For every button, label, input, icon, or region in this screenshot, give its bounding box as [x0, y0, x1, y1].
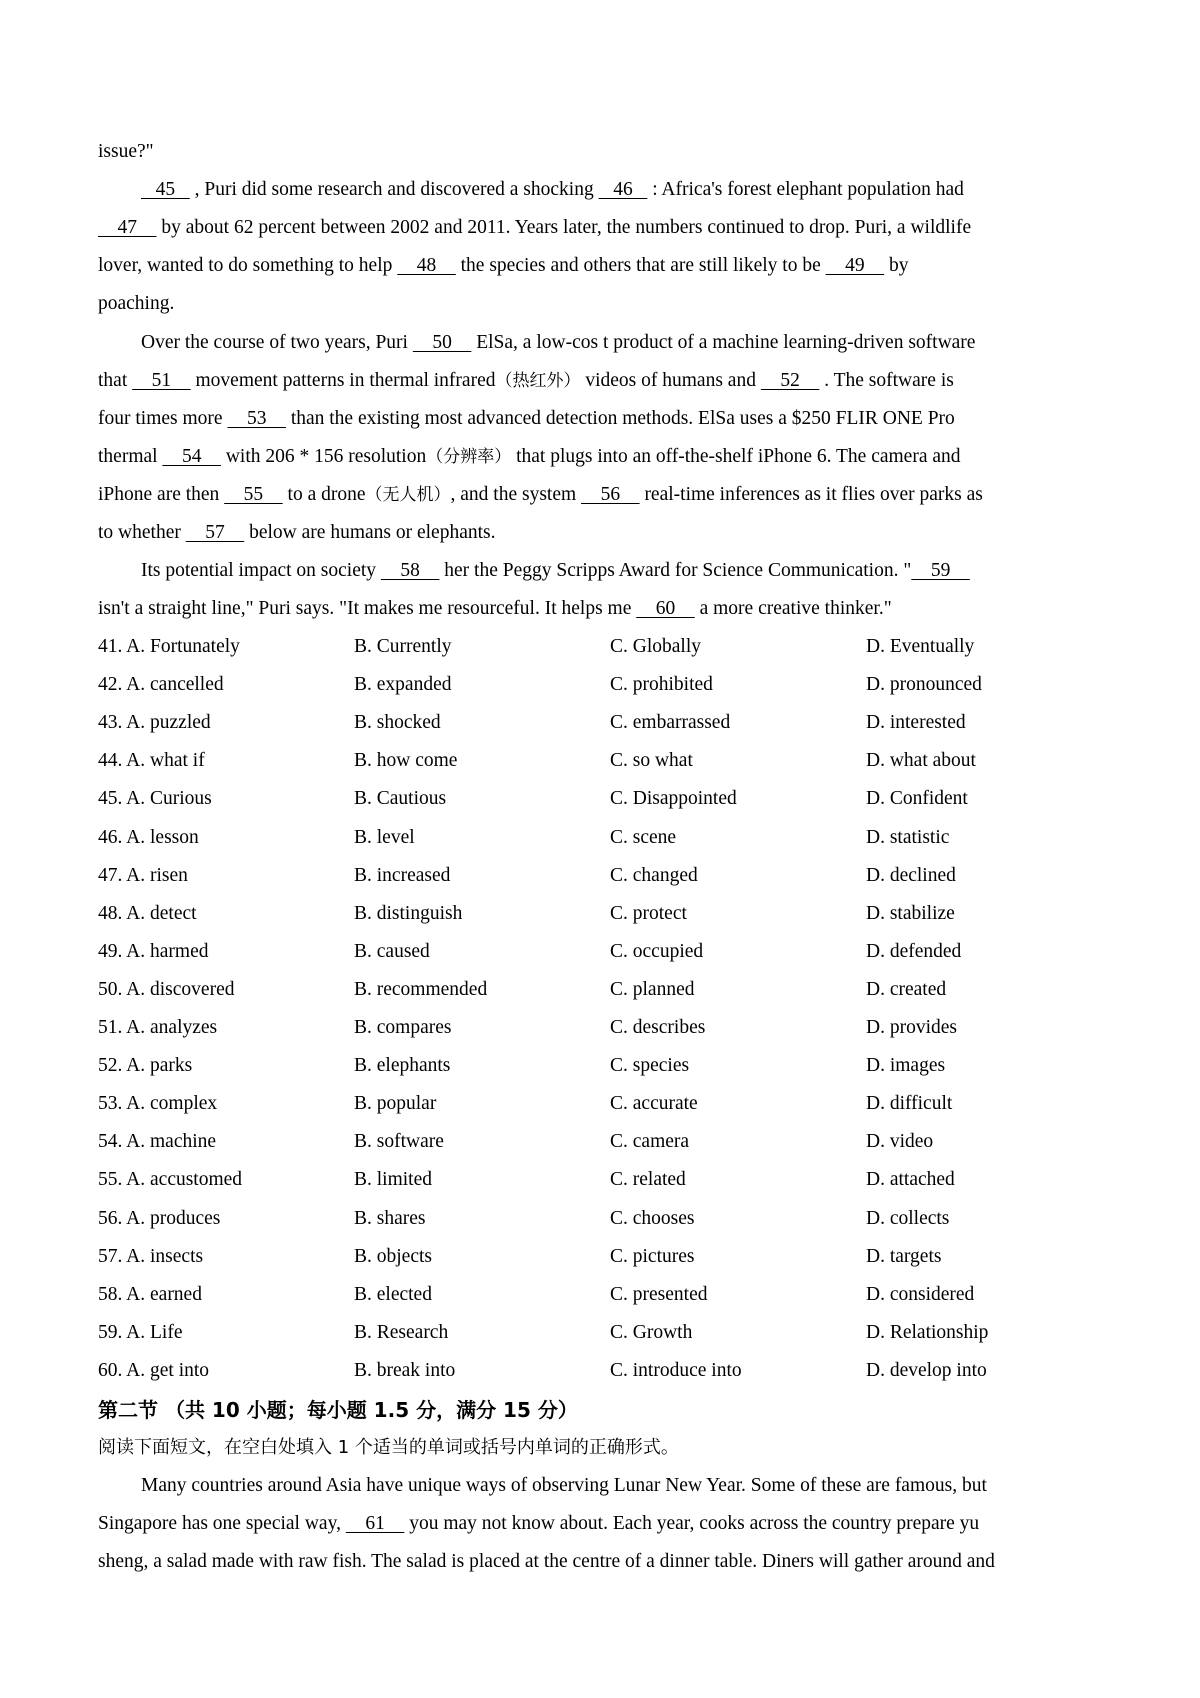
- answer-blank: 60: [636, 598, 695, 620]
- option-a: 56. A. produces: [98, 1207, 221, 1229]
- option-a: 48. A. detect: [98, 902, 197, 924]
- question-options-row: [98, 673, 1108, 697]
- option-c: C. planned: [610, 978, 695, 1000]
- answer-blank: 46: [598, 179, 648, 201]
- text-run: that plugs into an off-the-shelf iPhone 6. The camera and: [511, 445, 961, 467]
- question-options-row: [98, 1245, 1108, 1269]
- text-run: issue?": [98, 141, 154, 162]
- question-options-row: [98, 1207, 1108, 1231]
- passage-line: [98, 292, 174, 316]
- option-b: B. elected: [354, 1283, 432, 1305]
- option-d: D. defended: [866, 940, 962, 962]
- option-c: C. Growth: [610, 1321, 693, 1343]
- question-options-row: [98, 864, 1108, 888]
- option-c: C. scene: [610, 826, 677, 848]
- text-run: movement patterns in thermal infrared: [190, 369, 496, 391]
- option-a: 51. A. analyzes: [98, 1017, 218, 1038]
- text-run: videos of humans and: [580, 369, 761, 391]
- option-a: 54. A. machine: [98, 1131, 217, 1153]
- option-b: B. recommended: [354, 978, 488, 1000]
- option-d: D. attached: [866, 1169, 955, 1191]
- text-run: Many countries around Asia have unique ways of observing Lunar New Year. Some of these are famous, but: [141, 1475, 987, 1496]
- option-c: C. Disappointed: [610, 788, 737, 810]
- section-instruction: 阅读下面短文，在空白处填入 1 个适当的单词或括号内单词的正确形式。: [98, 1437, 679, 1458]
- option-a: 47. A. risen: [98, 864, 188, 886]
- option-a: 42. A. cancelled: [98, 674, 224, 696]
- text-run: a more creative thinker.": [694, 598, 892, 620]
- option-b: B. break into: [354, 1359, 456, 1381]
- passage-line: [98, 140, 154, 164]
- text-run: sheng, a salad made with raw fish. The salad is placed at the centre of a dinner table. Diners will gather around and: [98, 1551, 995, 1573]
- option-c: C. so what: [610, 750, 693, 772]
- option-b: B. increased: [354, 864, 451, 886]
- answer-blank: 61: [345, 1513, 405, 1535]
- question-options-row: [98, 1016, 1108, 1040]
- option-d: D. images: [866, 1055, 946, 1077]
- option-b: B. compares: [354, 1017, 452, 1038]
- passage-line: [98, 521, 496, 545]
- option-b: B. Research: [354, 1321, 449, 1343]
- passage-line: [98, 1512, 979, 1536]
- option-d: D. statistic: [866, 826, 950, 848]
- text-run: thermal: [98, 445, 163, 467]
- answer-blank: 58: [380, 560, 440, 582]
- text-run: by about 62 percent between 2002 and 2011. Years later, the numbers continued to drop. Puri, a wildlife: [156, 217, 972, 239]
- passage-line: [98, 369, 954, 393]
- option-a: 41. A. Fortunately: [98, 636, 240, 657]
- option-c: C. protect: [610, 902, 687, 924]
- option-a: 55. A. accustomed: [98, 1169, 243, 1191]
- option-d: D. difficult: [866, 1093, 953, 1115]
- option-b: B. objects: [354, 1245, 432, 1267]
- option-d: D. provides: [866, 1017, 957, 1038]
- option-c: C. prohibited: [610, 674, 713, 696]
- option-b: B. limited: [354, 1169, 432, 1191]
- option-c: C. describes: [610, 1017, 706, 1038]
- answer-blank: 51: [132, 369, 191, 391]
- option-d: D. Confident: [866, 788, 968, 810]
- question-options-row: [98, 711, 1108, 735]
- option-b: B. software: [354, 1131, 444, 1153]
- option-d: D. declined: [866, 864, 956, 886]
- passage-line: [98, 483, 983, 507]
- option-b: B. elephants: [354, 1055, 451, 1077]
- text-run: iPhone are then: [98, 483, 225, 505]
- option-b: B. level: [354, 826, 415, 848]
- text-run: , and the system: [450, 483, 582, 505]
- option-a: 53. A. complex: [98, 1093, 218, 1115]
- option-c: C. pictures: [610, 1245, 695, 1267]
- passage-line: [98, 254, 909, 278]
- option-b: B. Cautious: [354, 788, 447, 810]
- question-options-row: [98, 787, 1108, 811]
- option-d: D. Eventually: [866, 636, 975, 657]
- answer-blank: 50: [412, 331, 472, 353]
- option-c: C. introduce into: [610, 1359, 742, 1381]
- option-b: B. distinguish: [354, 902, 463, 924]
- option-b: B. caused: [354, 940, 430, 962]
- text-run: ElSa, a low-cos t product of a machine learning-driven software: [471, 331, 976, 353]
- option-c: C. presented: [610, 1283, 708, 1305]
- question-options-row: [98, 635, 1108, 659]
- option-c: C. embarrassed: [610, 712, 731, 734]
- option-a: 60. A. get into: [98, 1359, 210, 1381]
- option-c: C. related: [610, 1169, 686, 1191]
- chinese-gloss: （无人机）: [365, 484, 451, 505]
- question-options-row: [98, 978, 1108, 1002]
- question-options-row: [98, 826, 1108, 850]
- answer-blank: 56: [581, 483, 640, 505]
- option-c: C. Globally: [610, 636, 701, 657]
- passage-line: [98, 216, 971, 240]
- option-c: C. occupied: [610, 940, 704, 962]
- text-run: . The software is: [819, 369, 954, 391]
- text-run: poaching.: [98, 293, 175, 315]
- option-d: D. video: [866, 1131, 934, 1153]
- option-c: C. chooses: [610, 1207, 695, 1229]
- chinese-gloss: （分辨率）: [426, 446, 512, 467]
- option-d: D. collects: [866, 1207, 950, 1229]
- section-title: 第二节 （共 10 小题；每小题 1.5 分，满分 15 分）: [98, 1398, 578, 1422]
- option-c: C. accurate: [610, 1093, 698, 1115]
- option-b: B. shocked: [354, 712, 441, 734]
- text-run: real-time inferences as it flies over parks as: [639, 483, 983, 505]
- option-b: B. expanded: [354, 674, 452, 696]
- passage-line: [141, 331, 975, 355]
- option-a: 58. A. earned: [98, 1283, 202, 1305]
- answer-blank: 49: [825, 255, 885, 277]
- option-b: B. Currently: [354, 636, 452, 657]
- text-run: with 206 * 156 resolution: [220, 445, 427, 467]
- option-c: C. camera: [610, 1131, 690, 1153]
- option-d: D. what about: [866, 750, 976, 772]
- question-options-row: [98, 1130, 1108, 1154]
- option-a: 52. A. parks: [98, 1055, 193, 1077]
- option-a: 44. A. what if: [98, 750, 205, 772]
- answer-blank: 48: [397, 255, 456, 277]
- option-d: D. interested: [866, 712, 966, 734]
- passage-line: [98, 1550, 995, 1574]
- question-options-row: [98, 940, 1108, 964]
- text-run: isn't a straight line," Puri says. "It makes me resourceful. It helps me: [98, 598, 637, 620]
- option-a: 43. A. puzzled: [98, 712, 211, 734]
- option-d: D. targets: [866, 1245, 942, 1267]
- text-run: you may not know about. Each year, cooks across the country prepare yu: [404, 1513, 980, 1535]
- passage-line: [141, 1474, 987, 1498]
- text-run: : Africa's forest elephant population had: [647, 179, 964, 201]
- answer-blank: 45: [141, 179, 190, 201]
- answer-blank: 54: [162, 445, 221, 467]
- option-b: B. shares: [354, 1207, 426, 1229]
- option-b: B. how come: [354, 750, 458, 772]
- text-run: the species and others that are still likely to be: [455, 255, 826, 277]
- option-a: 49. A. harmed: [98, 940, 209, 962]
- text-run: Its potential impact on society: [141, 560, 381, 582]
- answer-blank: 53: [227, 407, 286, 429]
- text-run: below are humans or elephants.: [244, 522, 496, 543]
- text-run: four times more: [98, 407, 228, 429]
- passage-line: [141, 178, 964, 202]
- text-run: to whether: [98, 522, 186, 543]
- text-run: Singapore has one special way,: [98, 1513, 346, 1535]
- option-a: 59. A. Life: [98, 1321, 183, 1343]
- answer-blank: 52: [760, 369, 820, 391]
- option-a: 50. A. discovered: [98, 978, 235, 1000]
- option-d: D. considered: [866, 1283, 975, 1305]
- option-d: D. stabilize: [866, 902, 955, 924]
- passage-line: [98, 445, 961, 469]
- option-c: C. species: [610, 1055, 690, 1077]
- option-a: 45. A. Curious: [98, 788, 212, 810]
- option-a: 46. A. lesson: [98, 826, 199, 848]
- option-b: B. popular: [354, 1093, 437, 1115]
- question-options-row: [98, 749, 1108, 773]
- answer-blank: 57: [185, 522, 245, 543]
- question-options-row: [98, 1054, 1108, 1078]
- question-options-row: [98, 1283, 1108, 1307]
- text-run: that: [98, 369, 133, 391]
- question-options-row: [98, 1359, 1108, 1383]
- answer-blank: 47: [98, 217, 157, 239]
- text-run: by: [884, 255, 909, 277]
- question-options-row: [98, 1092, 1108, 1116]
- answer-blank: 59: [911, 560, 970, 582]
- text-run: lover, wanted to do something to help: [98, 255, 398, 277]
- option-a: 57. A. insects: [98, 1245, 204, 1267]
- text-run: her the Peggy Scripps Award for Science Communication. ": [439, 560, 912, 582]
- passage-line: [141, 559, 970, 583]
- text-run: , Puri did some research and discovered a shocking: [189, 179, 599, 201]
- question-options-row: [98, 1321, 1108, 1345]
- question-options-row: [98, 1168, 1108, 1192]
- answer-blank: 55: [224, 483, 283, 505]
- text-run: Over the course of two years, Puri: [141, 331, 413, 353]
- text-run: to a drone: [282, 483, 366, 505]
- passage-line: [98, 597, 892, 621]
- option-d: D. Relationship: [866, 1321, 989, 1343]
- option-d: D. develop into: [866, 1359, 987, 1381]
- text-run: than the existing most advanced detection methods. ElSa uses a $250 FLIR ONE Pro: [285, 407, 955, 429]
- question-options-row: [98, 902, 1108, 926]
- passage-line: [98, 407, 955, 431]
- option-c: C. changed: [610, 864, 698, 886]
- chinese-gloss: （热红外）: [495, 370, 581, 391]
- option-d: D. pronounced: [866, 674, 982, 696]
- option-d: D. created: [866, 978, 947, 1000]
